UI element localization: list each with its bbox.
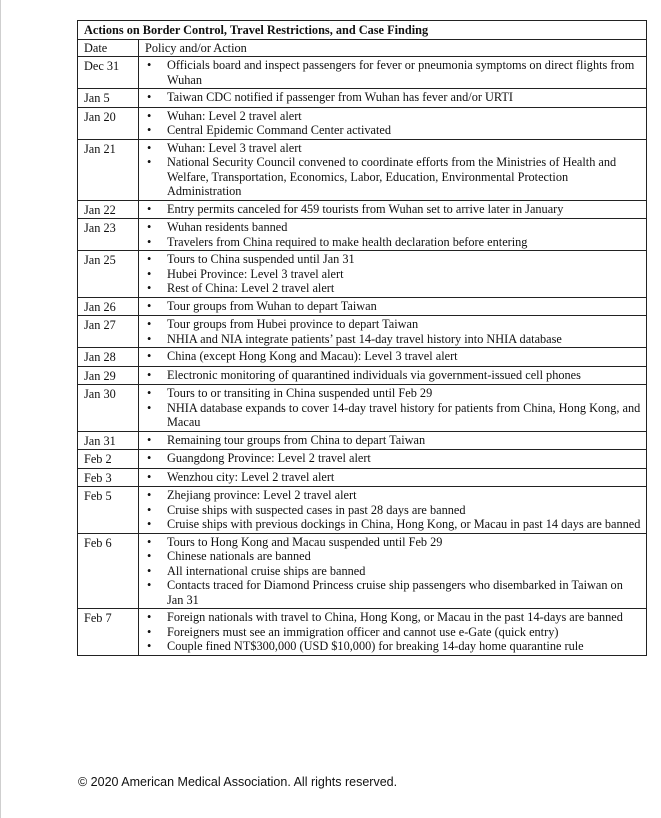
policy-item: • Electronic monitoring of quarantined individuals via government-issued cell phones — [145, 368, 641, 383]
date-cell: Jan 28 — [78, 348, 139, 367]
policy-cell — [139, 200, 647, 219]
policy-column-header: Policy and/or Action — [139, 39, 647, 57]
table-row — [78, 468, 647, 487]
policy-item: • Taiwan CDC notified if passenger from Wuhan has fever and/or URTI — [145, 90, 641, 105]
table-title: Actions on Border Control, Travel Restrictions, and Case Finding — [78, 21, 647, 40]
date-cell: Jan 31 — [78, 431, 139, 450]
policy-cell — [139, 89, 647, 108]
policy-item: • Tour groups from Wuhan to depart Taiwan — [145, 299, 641, 314]
policy-item: • National Security Council convened to coordinate efforts from the Ministries of Health and Welfare, Transportation, Economics, Labor, Education, Environmental Protection Administration — [145, 155, 641, 199]
policy-cell — [139, 366, 647, 385]
policy-item: • Tour groups from Hubei province to depart Taiwan — [145, 317, 641, 332]
policy-list — [145, 610, 641, 654]
table-row — [78, 57, 647, 89]
date-cell: Dec 31 — [78, 57, 139, 89]
policy-list — [145, 488, 641, 532]
date-cell: Jan 22 — [78, 200, 139, 219]
policy-cell — [139, 487, 647, 534]
date-cell: Feb 3 — [78, 468, 139, 487]
policy-item: • Entry permits canceled for 459 tourists from Wuhan set to arrive later in January — [145, 202, 641, 217]
policy-list — [145, 386, 641, 430]
date-cell: Jan 23 — [78, 219, 139, 251]
policy-item: • Officials board and inspect passengers for fever or pneumonia symptoms on direct flights from Wuhan — [145, 58, 641, 87]
date-cell: Feb 2 — [78, 450, 139, 469]
policy-cell — [139, 219, 647, 251]
date-cell: Jan 26 — [78, 297, 139, 316]
policy-item: • Cruise ships with previous dockings in China, Hong Kong, or Macau in past 14 days are banned — [145, 517, 641, 532]
date-cell: Jan 29 — [78, 366, 139, 385]
policy-item: • Travelers from China required to make health declaration before entering — [145, 235, 641, 250]
policy-item: • Cruise ships with suspected cases in past 28 days are banned — [145, 503, 641, 518]
policy-item: • China (except Hong Kong and Macau): Level 3 travel alert — [145, 349, 641, 364]
policy-item: • Tours to or transiting in China suspended until Feb 29 — [145, 386, 641, 401]
table-body — [78, 57, 647, 656]
policy-item: • Hubei Province: Level 3 travel alert — [145, 267, 641, 282]
policy-list — [145, 141, 641, 199]
policy-item: • Tours to Hong Kong and Macau suspended until Feb 29 — [145, 535, 641, 550]
table-row — [78, 107, 647, 139]
policy-table — [77, 20, 647, 656]
policy-item: • Guangdong Province: Level 2 travel alert — [145, 451, 641, 466]
table-row — [78, 533, 647, 609]
table-header-row — [78, 39, 647, 57]
policy-cell — [139, 450, 647, 469]
policy-item: • Foreign nationals with travel to China, Hong Kong, or Macau in the past 14-days are banned — [145, 610, 641, 625]
policy-list — [145, 202, 641, 217]
policy-list — [145, 90, 641, 105]
table-row — [78, 139, 647, 200]
policy-list — [145, 252, 641, 296]
policy-list — [145, 220, 641, 249]
table-row — [78, 431, 647, 450]
policy-list — [145, 349, 641, 364]
policy-list — [145, 433, 641, 448]
policy-cell — [139, 609, 647, 656]
date-cell: Jan 25 — [78, 251, 139, 298]
policy-item: • Zhejiang province: Level 2 travel alert — [145, 488, 641, 503]
policy-item: • All international cruise ships are banned — [145, 564, 641, 579]
policy-cell — [139, 107, 647, 139]
date-cell: Feb 6 — [78, 533, 139, 609]
page-edge — [0, 0, 1, 818]
table-row — [78, 316, 647, 348]
policy-item: • Tours to China suspended until Jan 31 — [145, 252, 641, 267]
policy-item: • Chinese nationals are banned — [145, 549, 641, 564]
policy-cell — [139, 139, 647, 200]
table-row — [78, 348, 647, 367]
table-row — [78, 251, 647, 298]
policy-item: • Contacts traced for Diamond Princess cruise ship passengers who disembarked in Taiwan on Jan 31 — [145, 578, 641, 607]
table-row — [78, 450, 647, 469]
policy-item: • Wenzhou city: Level 2 travel alert — [145, 470, 641, 485]
policy-cell — [139, 431, 647, 450]
policy-item: • Central Epidemic Command Center activated — [145, 123, 641, 138]
table-row — [78, 89, 647, 108]
table-row — [78, 200, 647, 219]
policy-list — [145, 299, 641, 314]
policy-cell — [139, 251, 647, 298]
policy-item: • Couple fined NT$300,000 (USD $10,000) for breaking 14-day home quarantine rule — [145, 639, 641, 654]
date-cell: Jan 5 — [78, 89, 139, 108]
policy-list — [145, 58, 641, 87]
table-row — [78, 609, 647, 656]
policy-list — [145, 317, 641, 346]
policy-cell — [139, 57, 647, 89]
policy-item: • Foreigners must see an immigration officer and cannot use e-Gate (quick entry) — [145, 625, 641, 640]
copyright-notice: © 2020 American Medical Association. All rights reserved. — [78, 775, 398, 789]
date-cell: Feb 5 — [78, 487, 139, 534]
date-cell: Jan 27 — [78, 316, 139, 348]
table-row — [78, 219, 647, 251]
table-title-row — [78, 21, 647, 40]
policy-item: • Wuhan: Level 2 travel alert — [145, 109, 641, 124]
policy-list — [145, 535, 641, 608]
policy-cell — [139, 316, 647, 348]
policy-list — [145, 451, 641, 466]
policy-list — [145, 368, 641, 383]
policy-item: • NHIA and NIA integrate patients’ past 14-day travel history into NHIA database — [145, 332, 641, 347]
policy-list — [145, 470, 641, 485]
date-cell: Jan 21 — [78, 139, 139, 200]
table-row — [78, 385, 647, 432]
table-row — [78, 487, 647, 534]
policy-cell — [139, 468, 647, 487]
policy-item: • Remaining tour groups from China to depart Taiwan — [145, 433, 641, 448]
date-cell: Jan 20 — [78, 107, 139, 139]
policy-cell — [139, 533, 647, 609]
table-row — [78, 297, 647, 316]
policy-item: • Wuhan residents banned — [145, 220, 641, 235]
policy-item: • Rest of China: Level 2 travel alert — [145, 281, 641, 296]
policy-cell — [139, 297, 647, 316]
policy-cell — [139, 385, 647, 432]
policy-item: • NHIA database expands to cover 14-day travel history for patients from China, Hong Kong, and Macau — [145, 401, 641, 430]
policy-list — [145, 109, 641, 138]
date-column-header: Date — [78, 39, 139, 57]
policy-cell — [139, 348, 647, 367]
policy-item: • Wuhan: Level 3 travel alert — [145, 141, 641, 156]
table-row — [78, 366, 647, 385]
date-cell: Jan 30 — [78, 385, 139, 432]
date-cell: Feb 7 — [78, 609, 139, 656]
